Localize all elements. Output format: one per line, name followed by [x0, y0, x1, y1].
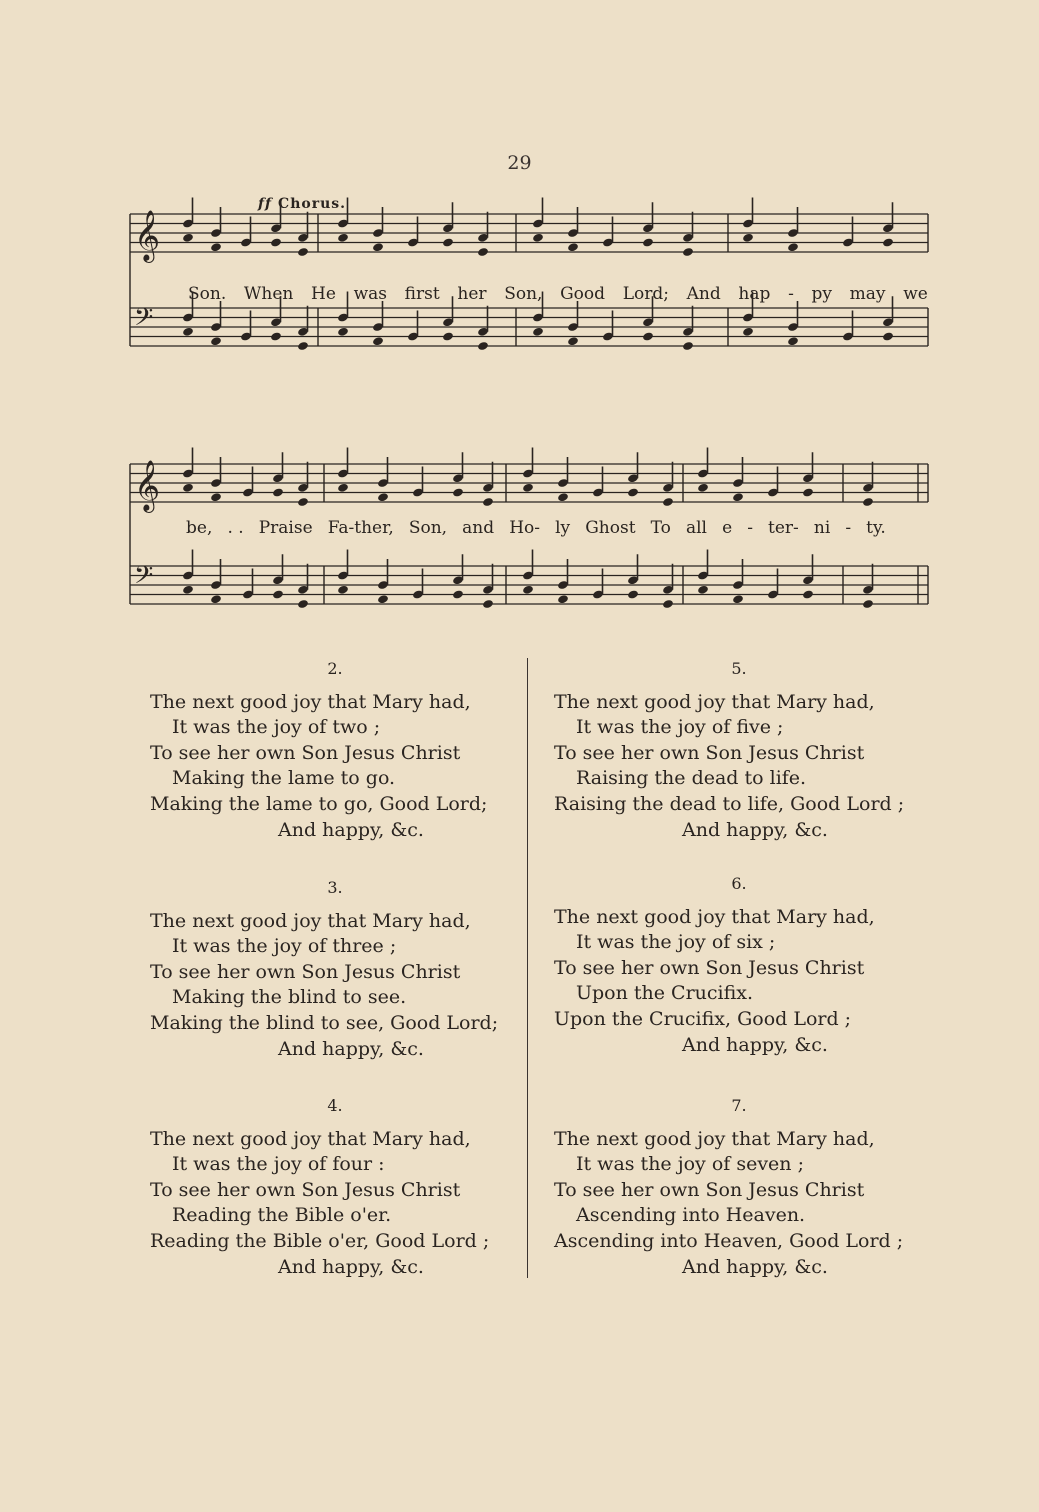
note-head	[377, 594, 389, 604]
note-head	[442, 331, 454, 341]
verse-number: 2.	[327, 659, 343, 678]
note-head	[210, 336, 222, 346]
music-notation-2	[128, 438, 938, 638]
verse-line: Upon the Crucifix, Good Lord ;	[554, 1007, 852, 1030]
lyric-syllable: Fa-ther,	[327, 518, 394, 538]
page-number: 29	[507, 152, 532, 174]
lyrics-line-2	[186, 518, 886, 538]
lyric-syllable: py	[811, 284, 832, 304]
note-head	[182, 327, 194, 337]
lyric-syllable: and	[462, 518, 495, 538]
note-head	[662, 599, 674, 609]
note-head	[532, 327, 544, 337]
note-head	[627, 487, 639, 497]
lyric-syllable: He	[311, 284, 336, 304]
lyric-syllable: ty.	[866, 518, 886, 538]
verse-line: To see her own Son Jesus Christ	[150, 960, 461, 983]
note-head	[377, 492, 389, 502]
verse-line: The next good joy that Mary had,	[150, 690, 471, 713]
treble-clef-icon: 𝄞	[134, 460, 161, 511]
lyric-syllable: Praise	[258, 518, 313, 538]
note-head	[272, 487, 284, 497]
verse-line: The next good joy that Mary had,	[554, 1127, 875, 1150]
note-head	[802, 487, 814, 497]
note-head	[787, 336, 799, 346]
note-head	[297, 341, 309, 351]
note-head	[297, 497, 309, 507]
note-head	[557, 492, 569, 502]
music-system-2	[128, 438, 938, 638]
lyric-syllable: And	[686, 284, 721, 304]
note-head	[567, 336, 579, 346]
dynamic-marking: ff	[258, 196, 273, 212]
note-head	[270, 331, 282, 341]
verse-refrain: And happy, &c.	[278, 1037, 424, 1060]
verse-line: Raising the dead to life, Good Lord ;	[554, 792, 905, 815]
verse-line: Making the lame to go.	[172, 767, 396, 790]
note-head	[862, 599, 874, 609]
note-head	[297, 247, 309, 257]
verse-line: Making the blind to see.	[172, 986, 407, 1009]
lyric-syllable: ly	[555, 518, 571, 538]
note-head	[182, 585, 194, 595]
note-head	[532, 233, 544, 243]
note-head	[272, 589, 284, 599]
lyric-syllable: Son.	[188, 284, 227, 304]
verse-3	[150, 875, 520, 1062]
note-head	[182, 483, 194, 493]
lyric-syllable: Ghost	[585, 518, 636, 538]
lyric-syllable: When	[243, 284, 294, 304]
note-head	[337, 585, 349, 595]
verse-line: The next good joy that Mary had,	[150, 909, 471, 932]
lyric-syllable: her	[457, 284, 487, 304]
verse-line: Raising the dead to life.	[576, 767, 807, 790]
verse-line: Ascending into Heaven, Good Lord ;	[554, 1229, 904, 1252]
note-head	[477, 341, 489, 351]
verse-line: To see her own Son Jesus Christ	[554, 956, 865, 979]
lyric-syllable: Ho-	[509, 518, 541, 538]
note-head	[682, 247, 694, 257]
lyric-syllable: we	[903, 284, 928, 304]
verse-line: It was the joy of four :	[172, 1153, 385, 1176]
note-head	[787, 242, 799, 252]
verse-5	[554, 656, 924, 843]
note-head	[297, 599, 309, 609]
lyric-syllable: Lord;	[622, 284, 669, 304]
lyric-syllable: e	[722, 518, 733, 538]
note-head	[337, 233, 349, 243]
note-head	[682, 341, 694, 351]
note-head	[627, 589, 639, 599]
verse-line: It was the joy of six ;	[576, 931, 776, 954]
note-head	[452, 487, 464, 497]
verse-7	[554, 1093, 924, 1280]
verse-number: 4.	[327, 1096, 343, 1115]
note-head	[642, 331, 654, 341]
note-head	[452, 589, 464, 599]
verse-number: 3.	[327, 878, 343, 897]
verse-line: To see her own Son Jesus Christ	[150, 741, 461, 764]
note-head	[522, 585, 534, 595]
note-head	[372, 336, 384, 346]
bass-clef-icon: 𝄢	[134, 561, 154, 596]
bass-clef-icon: 𝄢	[134, 303, 154, 338]
verse-line: Reading the Bible o'er, Good Lord ;	[150, 1229, 490, 1252]
note-head	[567, 242, 579, 252]
verse-line: Upon the Crucifix.	[576, 982, 754, 1005]
column-divider	[527, 658, 528, 1278]
note-head	[482, 599, 494, 609]
note-head	[477, 247, 489, 257]
note-head	[862, 497, 874, 507]
note-head	[662, 497, 674, 507]
music-system-1	[128, 190, 938, 390]
verse-refrain: And happy, &c.	[682, 1033, 828, 1056]
verse-line: To see her own Son Jesus Christ	[554, 1178, 865, 1201]
lyric-syllable: Good	[560, 284, 606, 304]
note-head	[442, 237, 454, 247]
verse-line: The next good joy that Mary had,	[554, 905, 875, 928]
note-head	[882, 331, 894, 341]
note-head	[270, 237, 282, 247]
lyric-syllable: ter-	[768, 518, 799, 538]
verse-line: The next good joy that Mary had,	[150, 1127, 471, 1150]
lyric-syllable: may	[849, 284, 886, 304]
lyric-syllable: -	[845, 518, 852, 538]
note-head	[210, 242, 222, 252]
verse-number: 6.	[731, 874, 747, 893]
note-head	[182, 233, 194, 243]
verse-line: It was the joy of two ;	[172, 716, 381, 739]
verse-number: 7.	[731, 1096, 747, 1115]
lyric-syllable: To	[650, 518, 671, 538]
lyric-syllable: Son,	[408, 518, 448, 538]
verse-line: Making the blind to see, Good Lord;	[150, 1011, 499, 1034]
verse-line: Ascending into Heaven.	[576, 1204, 806, 1227]
note-head	[337, 483, 349, 493]
lyric-syllable: first	[404, 284, 440, 304]
verse-refrain: And happy, &c.	[278, 1255, 424, 1278]
verse-2	[150, 656, 520, 843]
verse-line: To see her own Son Jesus Christ	[554, 741, 865, 764]
lyric-syllable: . .	[227, 518, 244, 538]
lyric-syllable: ni	[813, 518, 831, 538]
note-head	[372, 242, 384, 252]
lyric-syllable: was	[353, 284, 387, 304]
lyric-syllable: -	[788, 284, 794, 304]
note-head	[642, 237, 654, 247]
verse-refrain: And happy, &c.	[682, 1255, 828, 1278]
lyric-syllable: all	[685, 518, 707, 538]
note-head	[337, 327, 349, 337]
verse-6	[554, 871, 924, 1058]
note-head	[697, 483, 709, 493]
note-head	[557, 594, 569, 604]
note-head	[742, 327, 754, 337]
verse-line: The next good joy that Mary had,	[554, 690, 875, 713]
verse-4	[150, 1093, 520, 1280]
verse-number: 5.	[731, 659, 747, 678]
lyric-syllable: hap	[738, 284, 771, 304]
lyric-syllable: Son,	[504, 284, 543, 304]
note-head	[732, 492, 744, 502]
lyric-syllable: be,	[186, 518, 213, 538]
verse-line: It was the joy of five ;	[576, 716, 784, 739]
verse-line: It was the joy of three ;	[172, 935, 397, 958]
verse-line: To see her own Son Jesus Christ	[150, 1178, 461, 1201]
note-head	[210, 492, 222, 502]
verse-line: Making the lame to go, Good Lord;	[150, 792, 488, 815]
treble-clef-icon: 𝄞	[134, 210, 161, 261]
note-head	[482, 497, 494, 507]
note-head	[882, 237, 894, 247]
note-head	[522, 483, 534, 493]
note-head	[802, 589, 814, 599]
note-head	[697, 585, 709, 595]
verse-line: Reading the Bible o'er.	[172, 1204, 392, 1227]
verse-refrain: And happy, &c.	[682, 818, 828, 841]
note-head	[732, 594, 744, 604]
note-head	[210, 594, 222, 604]
chorus-label: Chorus.	[278, 196, 347, 212]
verse-line: It was the joy of seven ;	[576, 1153, 804, 1176]
lyric-syllable: -	[747, 518, 753, 538]
note-head	[742, 233, 754, 243]
lyrics-line-1	[188, 284, 928, 304]
verse-refrain: And happy, &c.	[278, 818, 424, 841]
